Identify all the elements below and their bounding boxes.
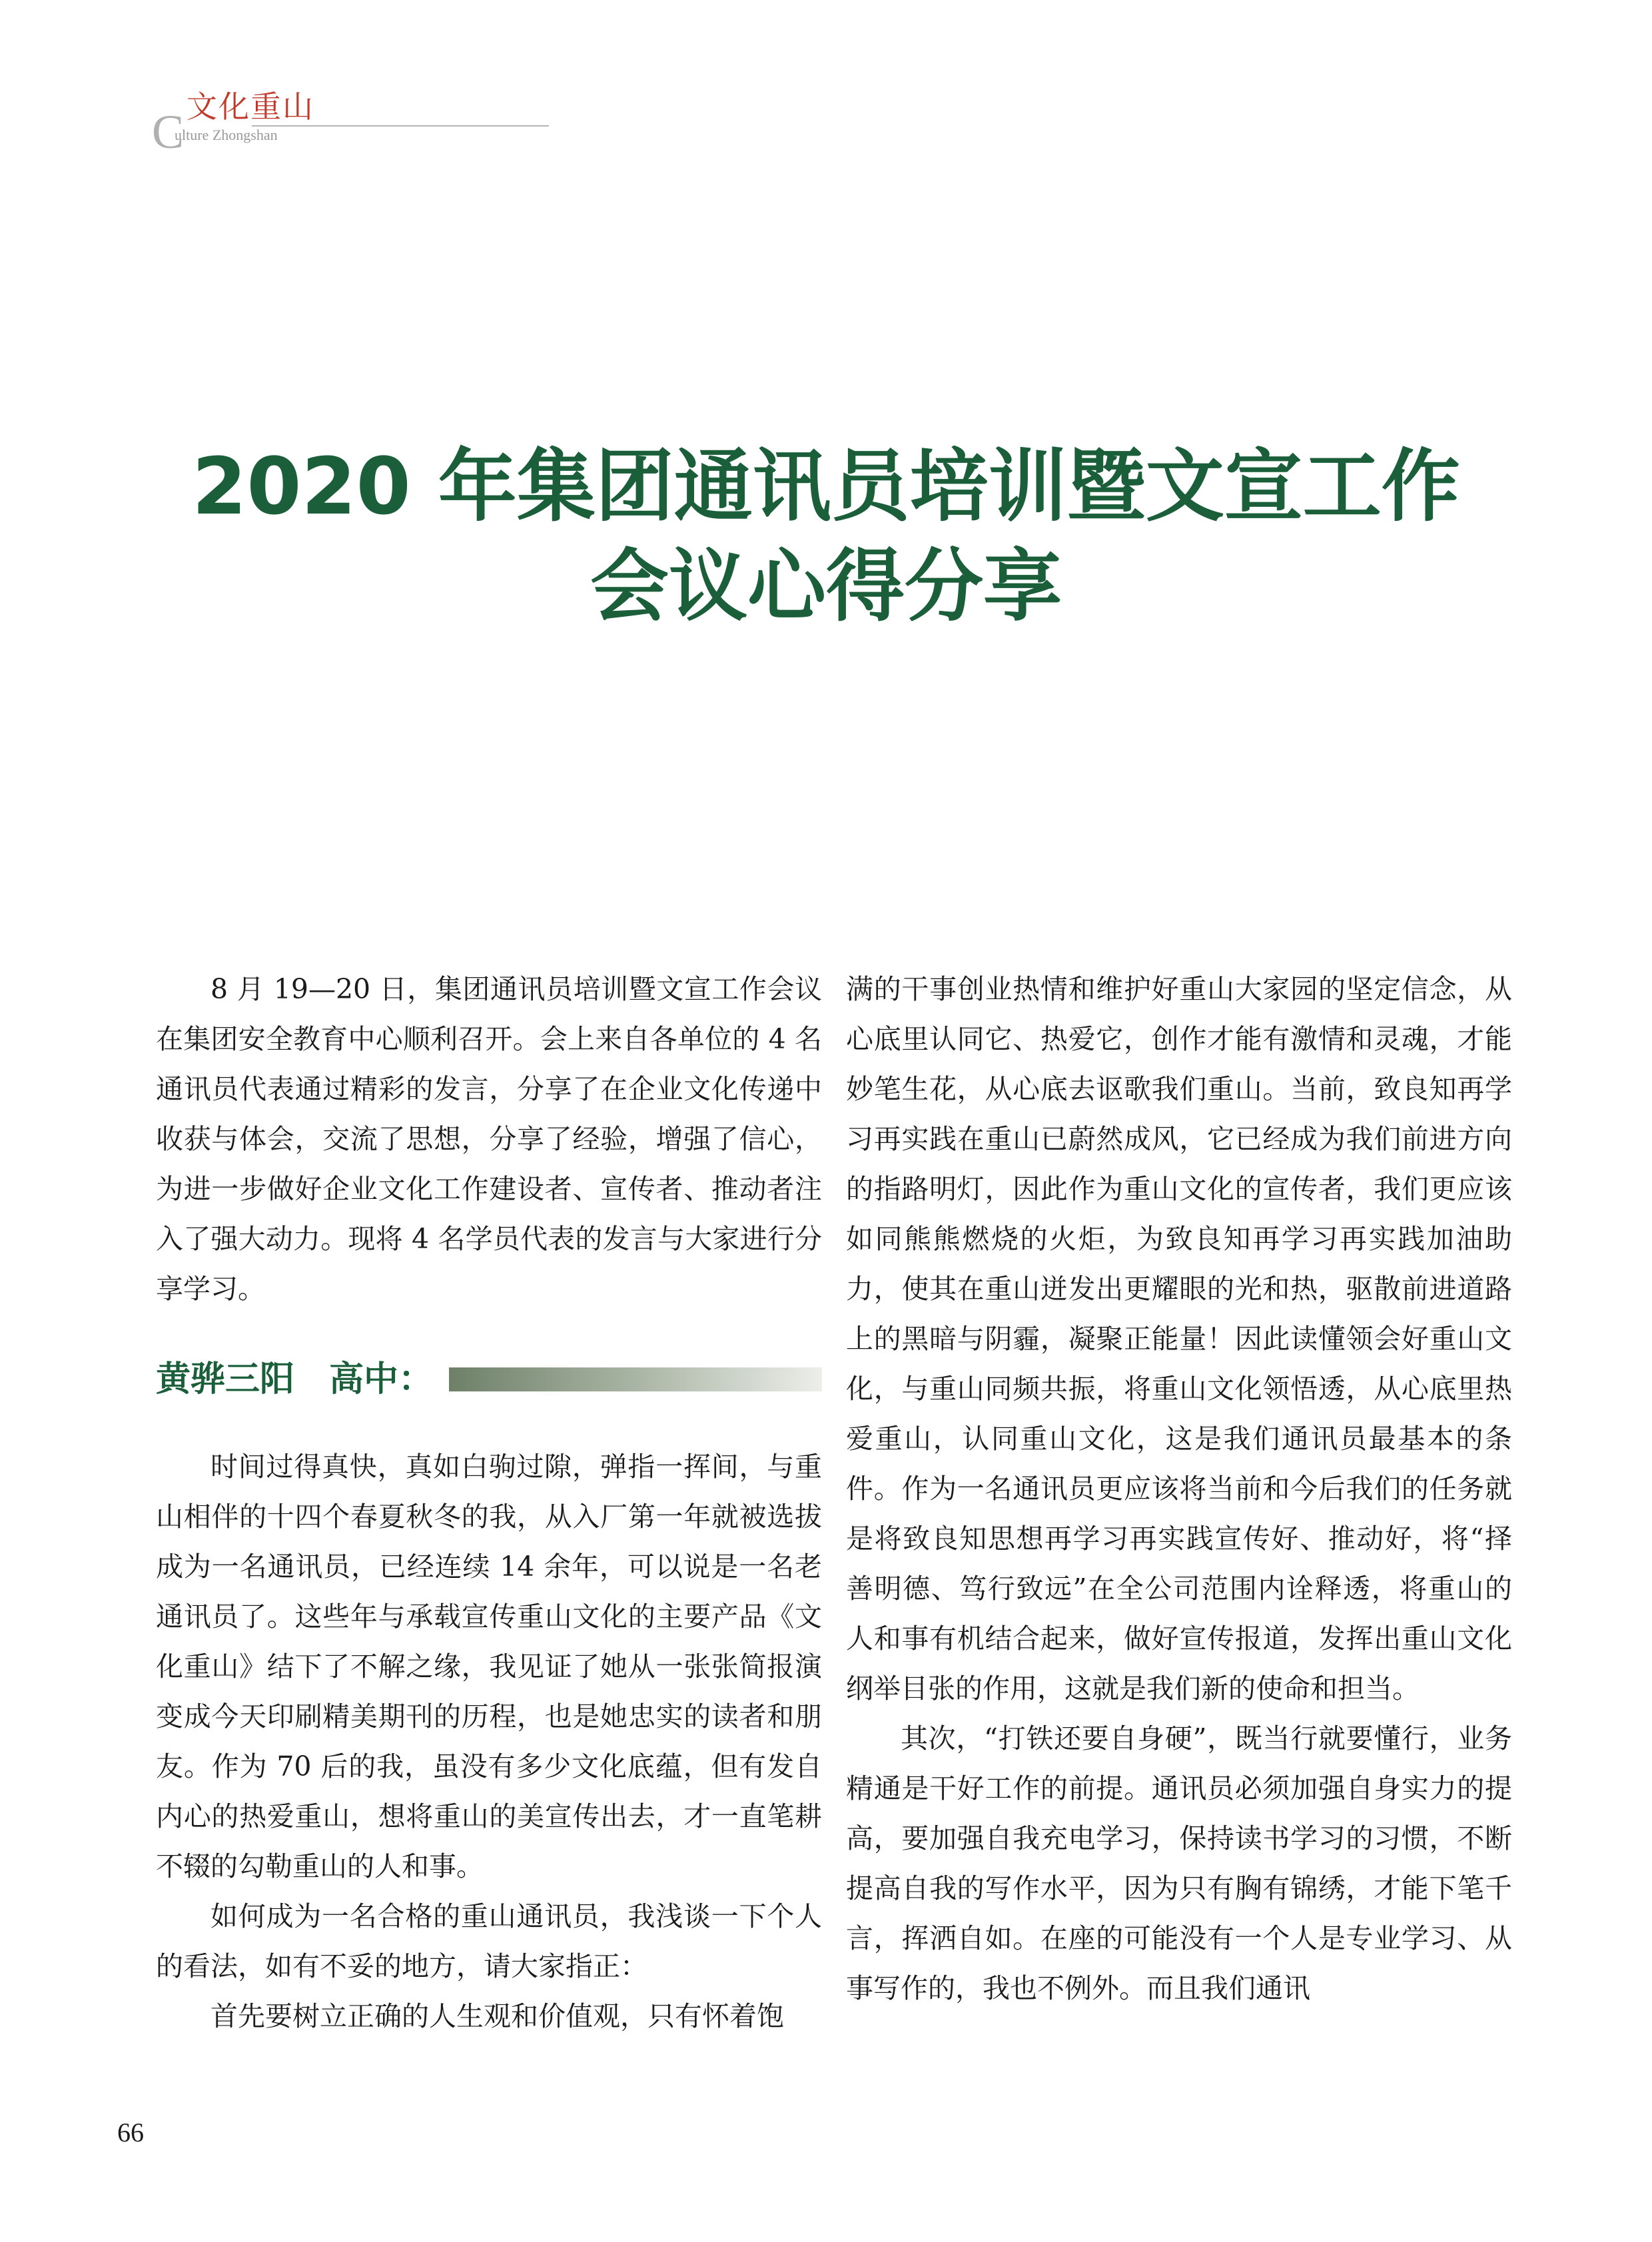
body-paragraph-1: 时间过得真快，真如白驹过隙，弹指一挥间，与重山相伴的十四个春夏秋冬的我，从入厂第一年就被选拔成为一名通讯员，已经连续 14 余年，可以说是一名老通讯员了。这些年与承载宣传重山文化的主要产品《文化重山》结下了不解之缘，我见证了她从一张张简报演变成今天印刷精美期刊的历程，也是她忠实的读者和朋友。作为 70 后的我，虽没有多少文化底蕴，但有发自内心的热爱重山，想将重山的美宣传出去，才一直笔耕不辍的勾勒重山的人和事。 [156, 1451, 822, 1882]
body-paragraph-3-continued: 满的干事创业热情和维护好重山大家园的坚定信念，从心底里认同它、热爱它，创作才能有激情和灵魂，才能妙笔生花，从心底去讴歌我们重山。当前，致良知再学习再实践在重山已蔚然成风，它已经成为我们前进方向的指路明灯，因此作为重山文化的宣传者，我们更应该如同熊熊燃烧的火炬，为致良知再学习再实践加油助力，使其在重山迸发出更耀眼的光和热，驱散前进道路上的黑暗与阴霾，凝聚正能量！因此读懂领会好重山文化，与重山同频共振，将重山文化领悟透，从心底里热爱重山，认同重山文化，这是我们通讯员最基本的条件。作为一名通讯员更应该将当前和今后我们的任务就是将致良知思想再学习再实践宣传好、推动好，将“择善明德、笃行致远”在全公司范围内诠释透，将重山的人和事有机结合起来，做好宣传报道，发挥出重山文化纲举目张的作用，这就是我们新的使命和担当。 [846, 973, 1512, 1704]
right-column [846, 964, 1512, 2014]
body-paragraph-4: 其次，“打铁还要自身硬”，既当行就要懂行，业务精通是干好工作的前提。通讯员必须加强自身实力的提高，要加强自我充电学习，保持读书学习的习惯，不断提高自我的写作水平，因为只有胸有锦绣，才能下笔千言，挥洒自如。在座的可能没有一个人是专业学习、从事写作的，我也不例外。而且我们通讯 [846, 1722, 1512, 2004]
magazine-header-logo [152, 83, 400, 159]
speaker-gradient-bar [449, 1367, 822, 1391]
speaker-name: 黄骅三阳 高中： [156, 1359, 434, 1399]
left-column [156, 964, 822, 2042]
body-paragraph-2: 如何成为一名合格的重山通讯员，我浅谈一下个人的看法，如有不妥的地方，请大家指正： [156, 1900, 822, 1982]
logo-initial-c: C [152, 105, 185, 159]
body-paragraph-3: 首先要树立正确的人生观和价值观，只有怀着饱 [210, 2000, 784, 2032]
header-rule [252, 125, 549, 127]
logo-chinese-title: 文化重山 [187, 89, 314, 125]
title-line-2: 会议心得分享 [590, 540, 1062, 632]
logo-english-subtitle: ulture Zhongshan [175, 127, 278, 143]
page-number: 66 [117, 2117, 144, 2147]
speaker-heading [156, 1346, 822, 1413]
intro-paragraph: 8 月 19—20 日，集团通讯员培训暨文宣工作会议在集团安全教育中心顺利召开。会上来自各单位的 4 名通讯员代表通过精彩的发言，分享了在企业文化传递中收获与体会，交流了思想，分享了经验，增强了信心，为进一步做好企业文化工作建设者、宣传者、推动者注入了强大动力。现将 4 名学员代表的发言与大家进行分享学习。 [156, 973, 822, 1305]
article-title [120, 436, 1532, 636]
title-line-1: 2020 年集团通讯员培训暨文宣工作 [192, 440, 1460, 532]
